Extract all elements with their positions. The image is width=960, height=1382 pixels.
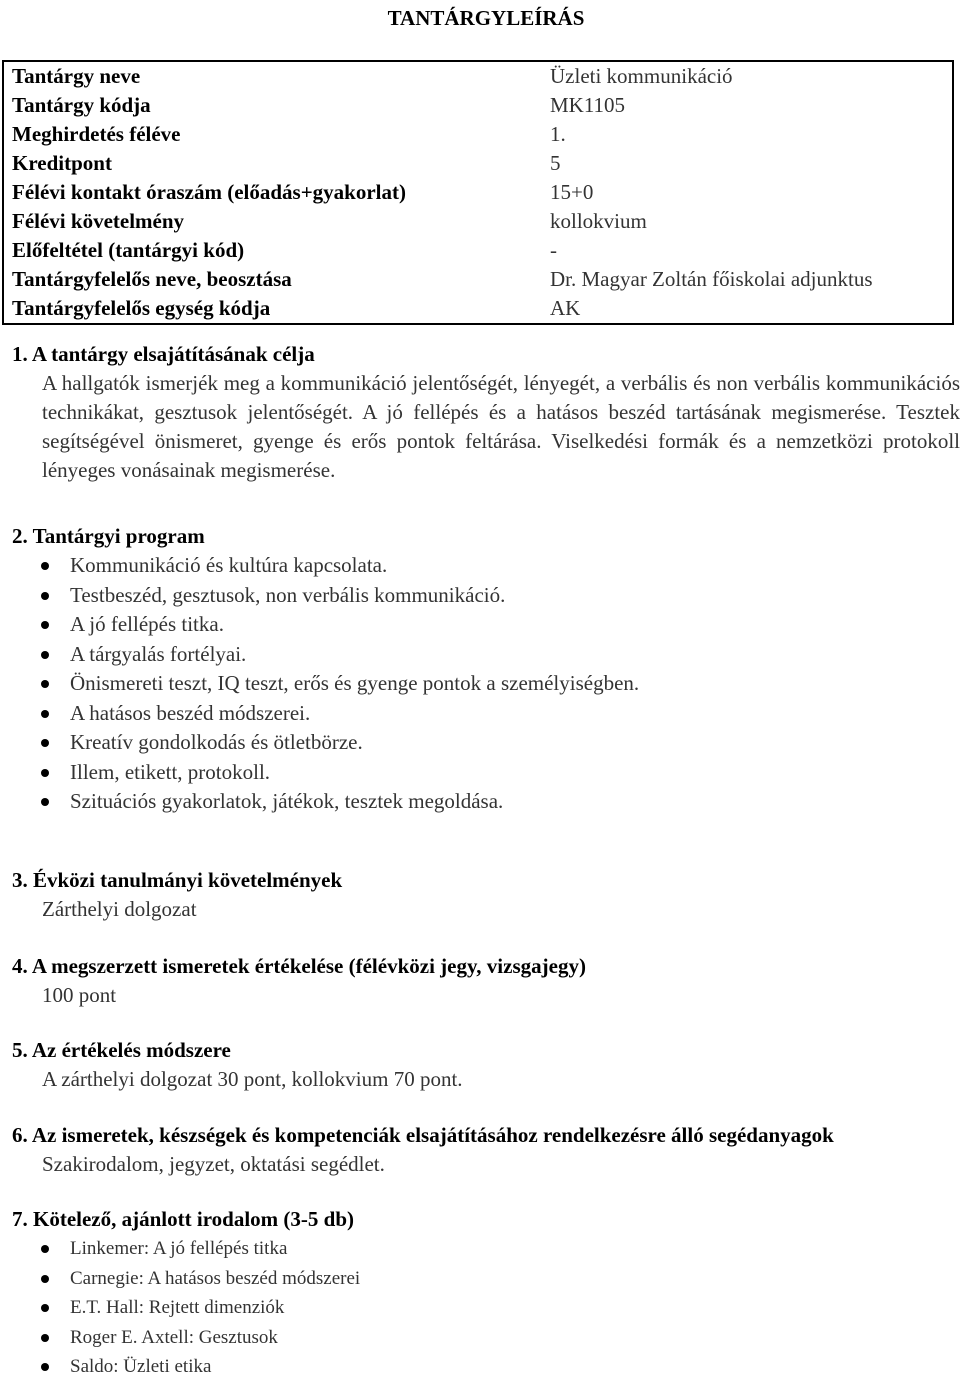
list-item-text: Szituációs gyakorlatok, játékok, tesztek megoldása. (70, 789, 504, 813)
info-value: 5 (550, 151, 561, 175)
list-item (12, 728, 960, 758)
info-value: MK1105 (550, 93, 626, 117)
list-item (12, 758, 960, 788)
info-key: Tantárgyfelelős neve, beosztása (12, 267, 292, 291)
info-key: Előfeltétel (tantárgyi kód) (12, 238, 245, 262)
list-item-text: Roger E. Axtell: Gesztusok (70, 1326, 278, 1348)
list-item-text: Testbeszéd, gesztusok, non verbális kommunikáció. (70, 582, 506, 607)
list-item-text: A tárgyalás fortélyai. (70, 641, 247, 666)
info-value: - (550, 238, 557, 262)
section-heading: 2. Tantárgyi program (12, 524, 205, 548)
bullet-icon (41, 1245, 49, 1253)
document-title: TANTÁRGYLEÍRÁS (387, 6, 585, 30)
info-row (3, 294, 953, 324)
section-program (12, 522, 960, 817)
section-heading: 4. A megszerzett ismeretek értékelése (félévközi jegy, vizsgajegy) (12, 954, 586, 978)
info-value: AK (550, 296, 581, 320)
list-item-text: Kreatív gondolkodás és ötletbörze. (70, 730, 363, 754)
section-materials (12, 1121, 960, 1179)
list-item (12, 581, 960, 611)
info-key: Meghirdetés féléve (12, 122, 181, 146)
list-item (12, 669, 960, 699)
section-heading: 7. Kötelező, ajánlott irodalom (3-5 db) (12, 1207, 354, 1231)
bullet-icon (41, 680, 49, 688)
list-item (12, 1352, 960, 1382)
section-text: A hallgatók ismerjék meg a kommunikáció jelentőségét, lényegét, a verbális és non verbális kommunikációs technikákat, gesztusok jelentőségét. A jó fellépés és a hatásos beszéd tartásának megismerése. Tesztek segítségével önismeret, gyenge és erős pontok feltárása. Viselkedési formák és a nemzetközi protokoll lényeges vonásainak megismerése. (42, 371, 960, 482)
bullet-icon (41, 798, 49, 806)
info-key: Tantárgyfelelős egység kódja (12, 296, 271, 320)
list-item (12, 1264, 960, 1294)
section-assessment (12, 952, 960, 1010)
info-value: kollokvium (550, 209, 647, 233)
info-key: Tantárgy kódja (12, 93, 151, 117)
section-heading: 6. Az ismeretek, készségek és kompetenciák elsajátításához rendelkezésre álló segédanyagok (12, 1123, 834, 1147)
program-list (12, 551, 960, 817)
info-row (3, 61, 953, 91)
list-item-text: A jó fellépés titka. (70, 612, 224, 636)
section-text: Zárthelyi dolgozat (42, 897, 197, 921)
bullet-icon (41, 1363, 49, 1371)
section-heading: 3. Évközi tanulmányi követelmények (12, 868, 343, 892)
list-item (12, 610, 960, 640)
info-row (3, 207, 953, 236)
info-row (3, 236, 953, 265)
info-row (3, 91, 953, 120)
section-text: Szakirodalom, jegyzet, oktatási segédlet. (42, 1152, 385, 1176)
section-heading: 1. A tantárgy elsajátításának célja (12, 342, 315, 366)
info-value: 1. (550, 122, 566, 146)
list-item (12, 1293, 960, 1323)
list-item-text: E.T. Hall: Rejtett dimenziók (70, 1297, 285, 1318)
bullet-icon (41, 1275, 49, 1283)
list-item (12, 640, 960, 670)
info-value: 15+0 (550, 180, 594, 204)
info-value: Üzleti kommunikáció (550, 64, 733, 88)
list-item-text: Önismereti teszt, IQ teszt, erős és gyenge pontok a személyiségben. (70, 671, 640, 695)
info-key: Félévi követelmény (12, 209, 185, 233)
list-item-text: A hatásos beszéd módszerei. (70, 700, 311, 725)
section-text: A zárthelyi dolgozat 30 pont, kollokvium 70 pont. (42, 1067, 463, 1091)
list-item (12, 699, 960, 729)
bullet-icon (41, 739, 49, 747)
bullet-icon (41, 769, 49, 777)
info-row (3, 149, 953, 178)
bullet-icon (41, 710, 49, 718)
list-item (12, 787, 960, 817)
info-key: Félévi kontakt óraszám (előadás+gyakorlat) (12, 180, 407, 204)
list-item (12, 551, 960, 581)
bullet-icon (41, 621, 49, 629)
list-item-text: Carnegie: A hatásos beszéd módszerei (70, 1267, 361, 1289)
literature-list (12, 1234, 960, 1382)
info-row (3, 120, 953, 149)
bullet-icon (41, 651, 49, 659)
list-item-text: Kommunikáció és kultúra kapcsolata. (70, 553, 388, 577)
section-requirements (12, 866, 960, 924)
info-row (3, 265, 953, 294)
list-item (12, 1234, 960, 1264)
section-heading: 5. Az értékelés módszere (12, 1038, 231, 1062)
info-row (3, 178, 953, 207)
bullet-icon (41, 592, 49, 600)
bullet-icon (41, 562, 49, 570)
info-key: Tantárgy neve (12, 64, 141, 88)
list-item-text: Illem, etikett, protokoll. (70, 759, 271, 784)
bullet-icon (41, 1304, 49, 1312)
section-objective (12, 340, 960, 485)
section-literature (12, 1205, 960, 1382)
list-item-text: Saldo: Üzleti etika (70, 1356, 212, 1377)
course-info-table (2, 60, 954, 325)
list-item (12, 1323, 960, 1353)
section-text: 100 pont (42, 983, 117, 1007)
section-method (12, 1036, 960, 1094)
list-item-text: Linkemer: A jó fellépés titka (70, 1238, 288, 1259)
info-value: Dr. Magyar Zoltán főiskolai adjunktus (550, 267, 873, 291)
info-key: Kreditpont (12, 151, 112, 175)
bullet-icon (41, 1334, 49, 1342)
